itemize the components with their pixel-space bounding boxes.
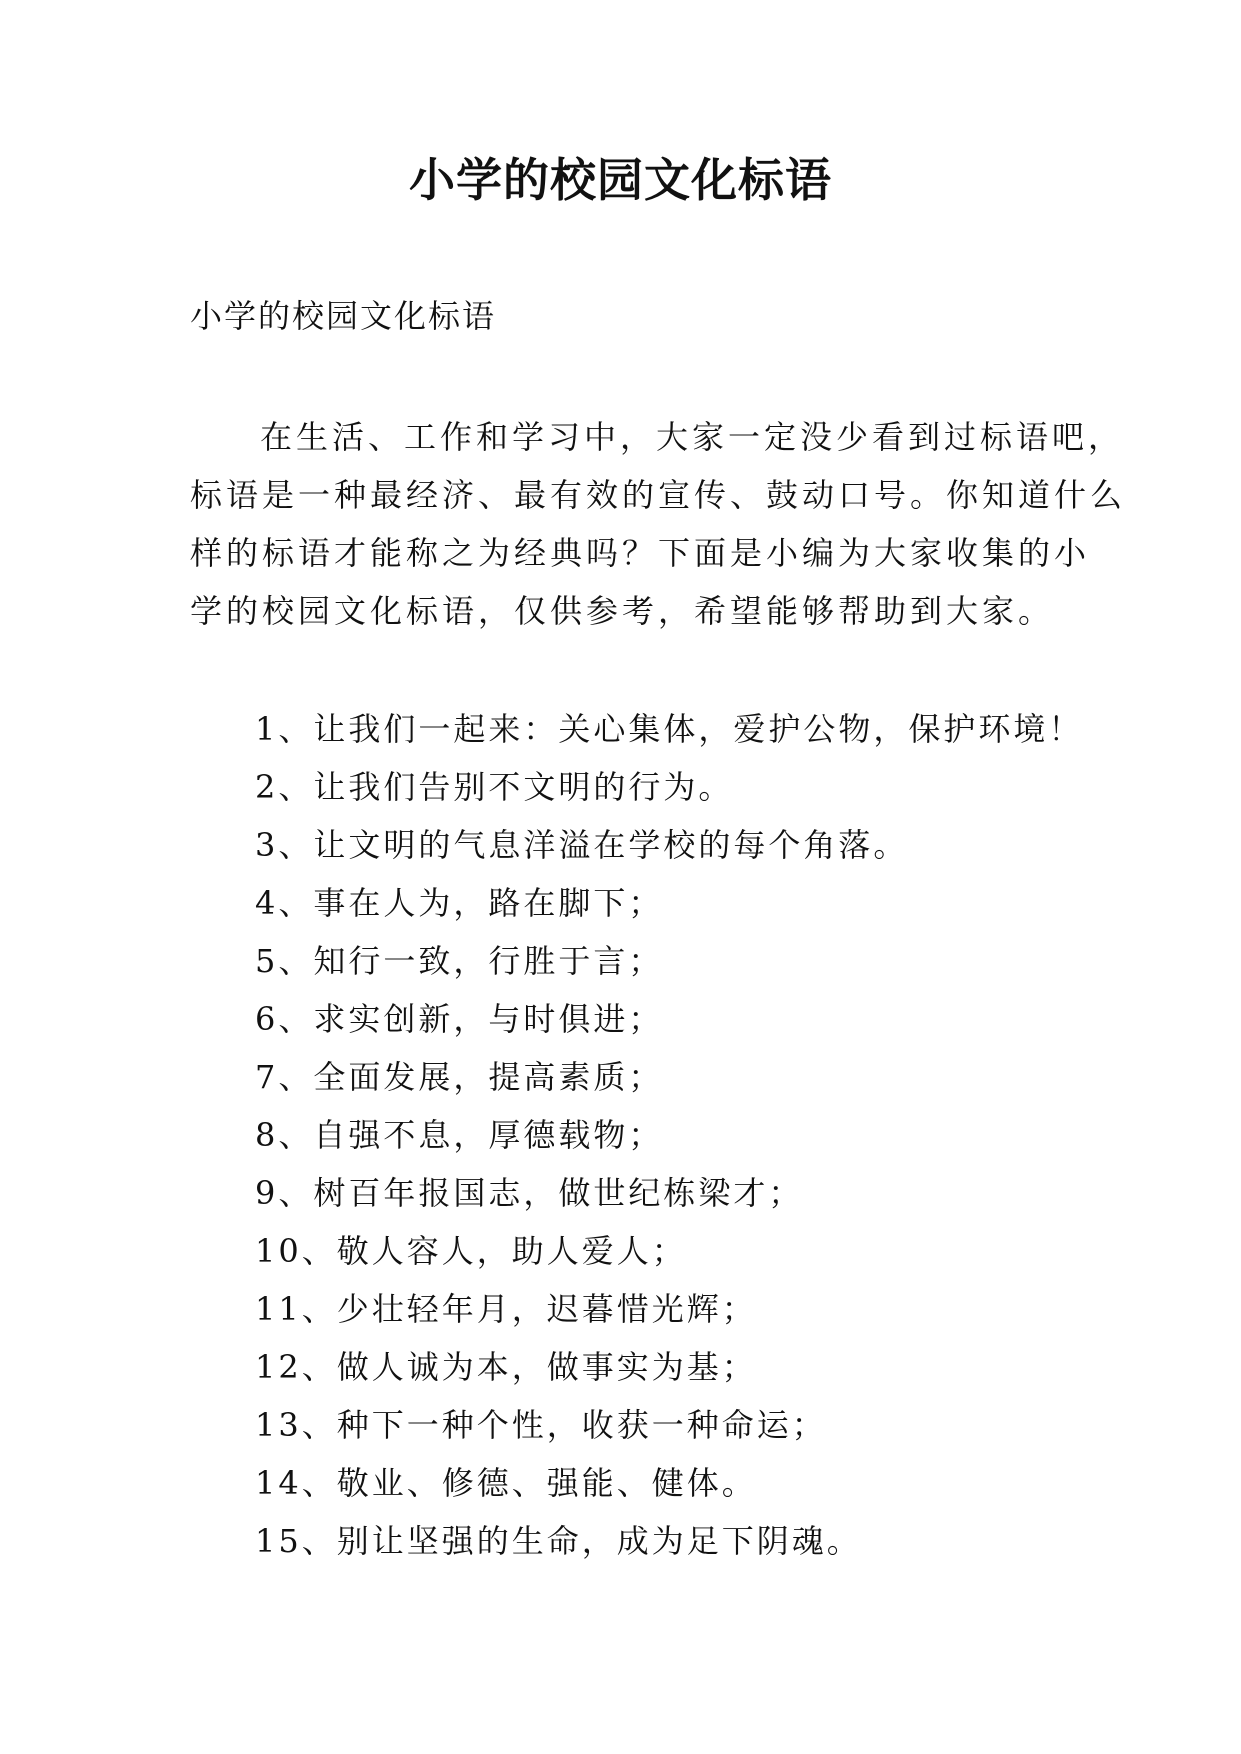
intro-paragraph [190,408,1127,640]
slogan-item: 5、知行一致，行胜于言； [255,942,664,980]
intro-line: 在生活、工作和学习中，大家一定没少看到过标语吧， [260,418,1125,456]
slogan-item: 9、树百年报国志，做世纪栋梁才； [255,1174,804,1212]
slogan-item: 10、敬人容人，助人爱人； [255,1232,687,1270]
document-subtitle: 小学的校园文化标语 [190,297,497,335]
intro-line: 样的标语才能称之为经典吗？下面是小编为大家收集的小 [190,534,1091,572]
slogan-item: 11、少壮轻年月，迟暮惜光辉； [255,1290,757,1328]
slogan-item: 12、做人诚为本，做事实为基； [255,1348,757,1386]
slogan-item: 14、敬业、修德、强能、健体。 [255,1464,757,1502]
intro-line: 学的校园文化标语，仅供参考，希望能够帮助到大家。 [190,592,1055,630]
slogan-item: 2、让我们告别不文明的行为。 [255,768,734,806]
slogan-item: 6、求实创新，与时俱进； [255,1000,664,1038]
slogan-item: 7、全面发展，提高素质； [255,1058,664,1096]
slogan-item: 1、让我们一起来：关心集体，爱护公物，保护环境！ [255,710,1084,748]
intro-line: 标语是一种最经济、最有效的宣传、鼓动口号。你知道什么 [190,476,1127,514]
slogan-item: 15、别让坚强的生命，成为足下阴魂。 [255,1522,862,1560]
slogan-item: 13、种下一种个性，收获一种命运； [255,1406,827,1444]
slogan-item: 8、自强不息，厚德载物； [255,1116,664,1154]
slogan-item: 4、事在人为，路在脚下； [255,884,664,922]
slogan-item: 3、让文明的气息洋溢在学校的每个角落。 [255,826,909,864]
document-title: 小学的校园文化标语 [409,153,832,207]
slogan-list [255,700,1115,1570]
